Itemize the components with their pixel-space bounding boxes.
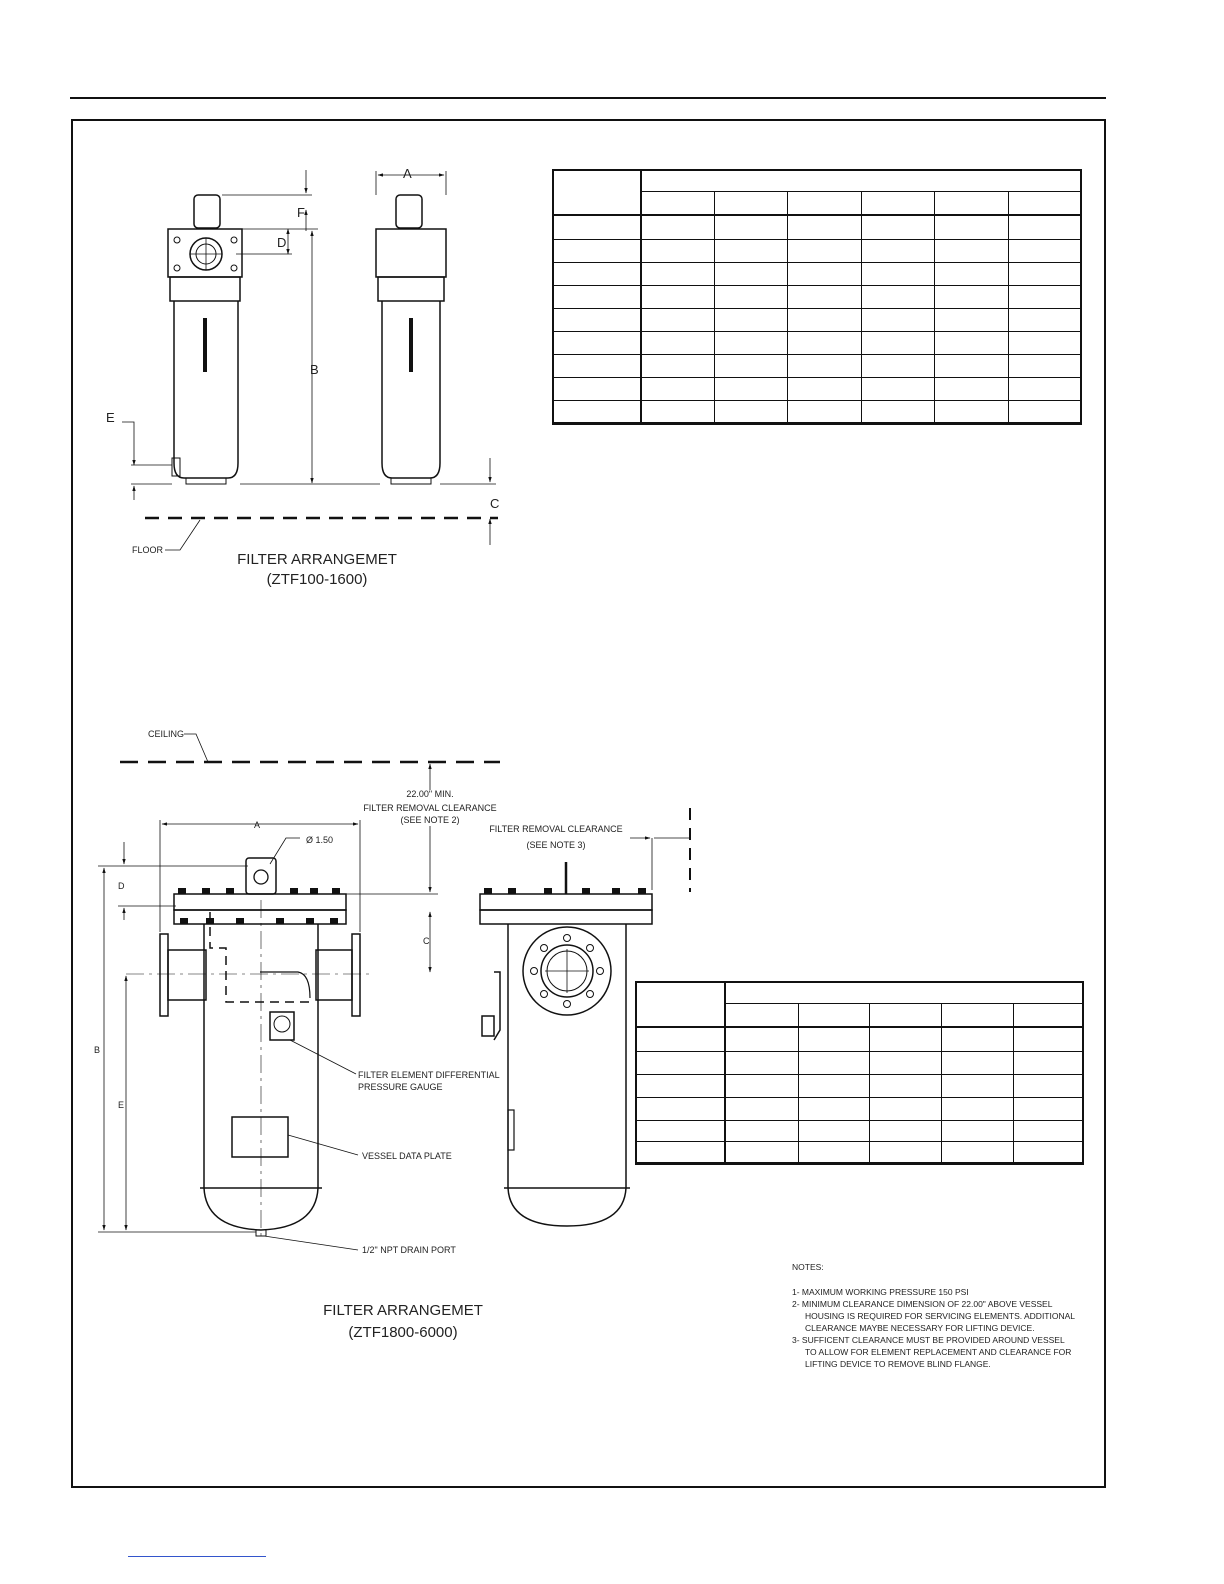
notes-block <box>792 1262 1075 1369</box>
gauge-label-line2: PRESSURE GAUGE <box>358 1082 443 1092</box>
dim-a-label: A <box>403 166 412 181</box>
dim-e-label: E <box>106 410 115 425</box>
clearance-top-note: (SEE NOTE 2) <box>400 815 460 825</box>
note-line-1: 1- MAXIMUM WORKING PRESSURE 150 PSI <box>792 1287 969 1297</box>
drain-port-label: 1/2" NPT DRAIN PORT <box>362 1245 456 1255</box>
dim-b-label: B <box>310 362 319 377</box>
lower-dim-c-label: C <box>423 936 430 946</box>
lower-dim-a-label: A <box>254 820 261 830</box>
note-line-2: 2- MINIMUM CLEARANCE DIMENSION OF 22.00" ABOVE VESSEL <box>792 1299 1053 1309</box>
clearance-side-label: FILTER REMOVAL CLEARANCE <box>489 824 623 834</box>
clearance-side-note: (SEE NOTE 3) <box>526 840 586 850</box>
lower-dim-d-label: D <box>118 881 125 891</box>
lower-side-view <box>480 862 652 1226</box>
gauge-label-line1: FILTER ELEMENT DIFFERENTIAL <box>358 1070 500 1080</box>
dim-d-label: D <box>277 235 287 250</box>
dim-f-label: F <box>297 205 305 220</box>
note-line-6: TO ALLOW FOR ELEMENT REPLACEMENT AND CLEARANCE FOR <box>805 1347 1072 1357</box>
lower-dim-e-label: E <box>118 1100 125 1110</box>
upper-side-view <box>376 195 446 484</box>
upper-front-view <box>168 195 242 484</box>
upper-caption-model: (ZTF100-1600) <box>266 571 368 588</box>
note-line-3: HOUSING IS REQUIRED FOR SERVICING ELEMENTS. ADDITIONAL <box>805 1311 1075 1321</box>
upper-dimension-lines <box>122 170 498 550</box>
lower-labels <box>94 729 623 1341</box>
lower-caption-model: (ZTF1800-6000) <box>348 1324 458 1341</box>
lower-dimension-table <box>635 981 1084 1165</box>
lower-caption-title: FILTER ARRANGEMET <box>323 1302 483 1319</box>
clearance-min-label: 22.00" MIN. <box>406 789 454 799</box>
floor-label: FLOOR <box>132 545 164 555</box>
clearance-top-label: FILTER REMOVAL CLEARANCE <box>363 803 497 813</box>
dim-c-label: C <box>490 496 500 511</box>
data-plate-label: VESSEL DATA PLATE <box>362 1151 452 1161</box>
note-line-5: 3- SUFFICENT CLEARANCE MUST BE PROVIDED AROUND VESSEL <box>792 1335 1065 1345</box>
note-line-4: CLEARANCE MAYBE NECESSARY FOR LIFTING DEVICE. <box>805 1323 1035 1333</box>
notes-title: NOTES: <box>792 1262 824 1272</box>
ceiling-label: CEILING <box>148 729 185 739</box>
lower-front-view <box>126 858 374 1240</box>
upper-dimension-table <box>552 169 1082 425</box>
upper-caption-title: FILTER ARRANGEMET <box>237 551 397 568</box>
diameter-label: Ø 1.50 <box>306 835 334 845</box>
lower-dim-b-label: B <box>94 1045 101 1055</box>
note-line-7: LIFTING DEVICE TO REMOVE BLIND FLANGE. <box>805 1359 991 1369</box>
